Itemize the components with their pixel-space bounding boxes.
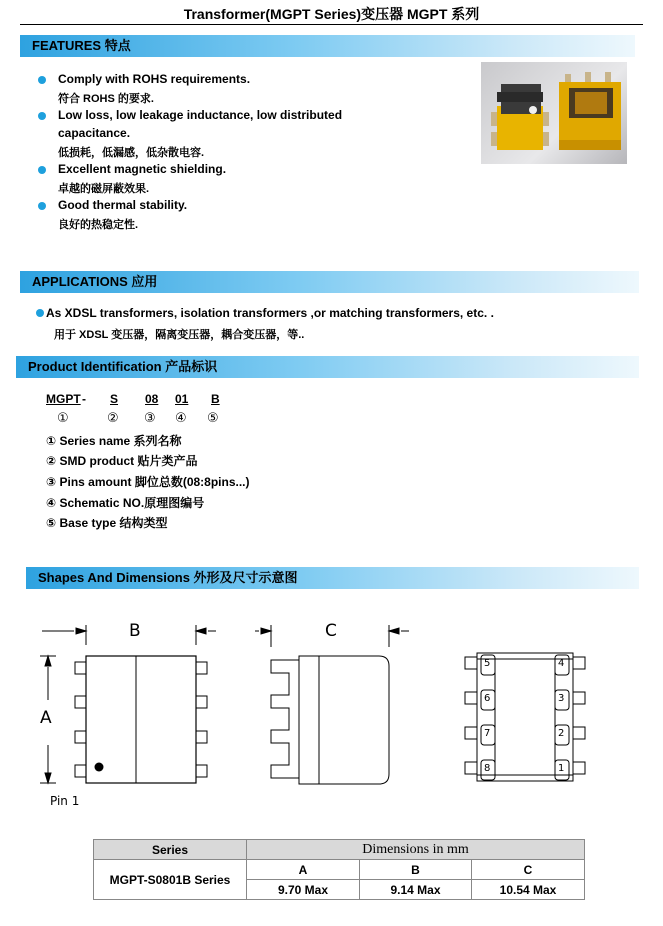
bullet-icon — [38, 202, 46, 210]
pin-number: 6 — [484, 693, 491, 704]
title-divider — [20, 24, 643, 25]
application-zh: 用于 XDSL 变压器，隔离变压器，耦合变压器，等.. — [54, 329, 305, 341]
feature-zh: 良好的热稳定性. — [58, 219, 139, 231]
value-b: 9.14 Max — [360, 880, 472, 900]
code-num-3: ③ — [144, 410, 156, 425]
feature-en: Low loss, low leakage inductance, low distributed — [58, 108, 343, 122]
id-item-1: ① Series name 系列名称 — [46, 434, 182, 448]
page-title: Transformer(MGPT Series)变压器 MGPT 系列 — [183, 6, 480, 22]
features-heading: FEATURES 特点 — [20, 35, 635, 57]
code-smd: S — [110, 392, 119, 406]
code-dash: - — [82, 392, 86, 406]
code-num-5: ⑤ — [207, 410, 219, 425]
side-view-drawing — [245, 615, 425, 805]
feature-zh: 符合 ROHS 的要求. — [58, 93, 154, 105]
id-item-2: ② SMD product 贴片类产品 — [46, 454, 198, 468]
code-schematic: 01 — [175, 392, 189, 406]
dim-label-c: C — [325, 621, 337, 641]
value-c: 10.54 Max — [472, 880, 585, 900]
value-a: 9.70 Max — [247, 880, 360, 900]
id-item-3: ③ Pins amount 脚位总数(08:8pins...) — [46, 475, 250, 489]
product-photo — [481, 62, 627, 164]
dims-header: Dimensions in mm — [247, 840, 585, 860]
col-b-header: B — [360, 860, 472, 880]
pin-number: 3 — [558, 693, 565, 704]
bullet-icon — [36, 309, 44, 317]
bullet-icon — [38, 76, 46, 84]
code-num-4: ④ — [175, 410, 187, 425]
pin-number: 1 — [558, 763, 565, 774]
application-en: As XDSL transformers, isolation transformers ,or matching transformers, etc. . — [46, 306, 494, 320]
id-item-5: ⑤ Base type 结构类型 — [46, 516, 168, 530]
pin-number: 8 — [484, 763, 491, 774]
series-cell: MGPT-S0801B Series — [94, 860, 247, 900]
pin-number: 5 — [484, 658, 491, 669]
dimensions-table — [93, 839, 585, 900]
applications-heading: APPLICATIONS 应用 — [20, 271, 639, 293]
shapes-heading: Shapes And Dimensions 外形及尺寸示意图 — [26, 567, 639, 589]
feature-zh: 低损耗，低漏感，低杂散电容. — [58, 147, 205, 159]
feature-en: Excellent magnetic shielding. — [58, 162, 227, 176]
col-a-header: A — [247, 860, 360, 880]
pin-number: 4 — [558, 658, 565, 669]
id-item-4: ④ Schematic NO.原理图编号 — [46, 496, 205, 510]
feature-zh: 卓越的磁屏蔽效果. — [58, 183, 150, 195]
bullet-icon — [38, 112, 46, 120]
series-header: Series — [94, 840, 247, 860]
feature-en: Good thermal stability. — [58, 198, 188, 212]
top-view-drawing — [30, 615, 230, 815]
code-num-2: ② — [107, 410, 119, 425]
dim-label-a: A — [40, 708, 52, 728]
pin1-label: Pin 1 — [50, 794, 80, 808]
feature-en: Comply with ROHS requirements. — [58, 72, 251, 86]
col-c-header: C — [472, 860, 585, 880]
product-id-heading: Product Identification 产品标识 — [16, 356, 639, 378]
pin-number: 7 — [484, 728, 491, 739]
dim-label-b: B — [129, 621, 141, 641]
code-num-1: ① — [57, 410, 69, 425]
feature-en-cont: capacitance. — [58, 126, 131, 140]
code-base: B — [211, 392, 220, 406]
code-series: MGPT — [46, 392, 81, 406]
code-pins: 08 — [145, 392, 159, 406]
bottom-view-drawing — [455, 645, 595, 795]
bullet-icon — [38, 166, 46, 174]
pin-number: 2 — [558, 728, 565, 739]
